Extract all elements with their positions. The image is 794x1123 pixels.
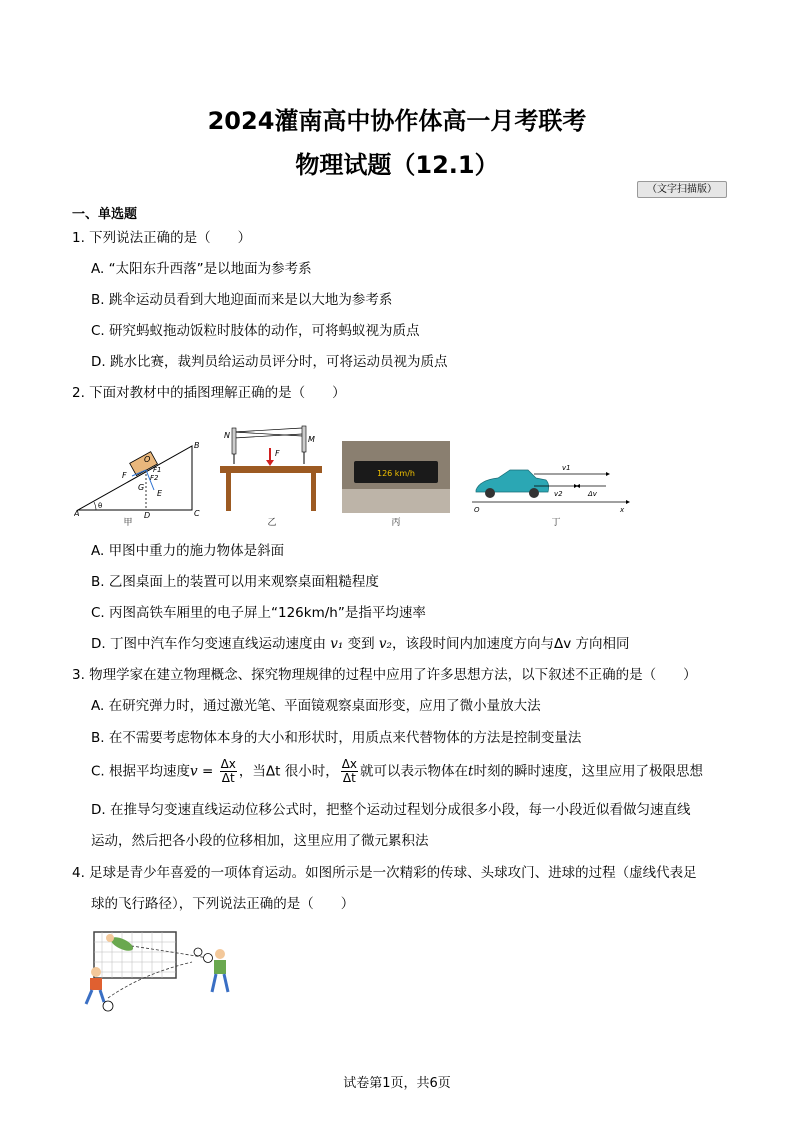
q3-option-d-line1: D. 在推导匀变速直线运动位移公式时，把整个运动过程划分成很多小段，每一小段近似看做匀速直线 (91, 802, 691, 818)
q2-option-c: C. 丙图高铁车厢里的电子屏上“126km/h”是指平均速率 (91, 605, 426, 621)
q2-option-a: A. 甲图中重力的施力物体是斜面 (91, 543, 285, 559)
label-v2: v2 (554, 490, 563, 498)
q2-option-d: D. 丁图中汽车作匀变速直线运动速度由 v₁ 变到 v₂，该段时间内加速度方向与Δv 方向相同 (91, 636, 630, 652)
screen-speed: 126 km/h (376, 469, 416, 478)
q1-option-a: A. “太阳东升西落”是以地面为参考系 (91, 261, 312, 277)
label-F2: F2 (150, 474, 159, 482)
label-O: O (144, 455, 151, 464)
page-title: 2024灌南高中协作体高一月考联考 (207, 107, 587, 135)
figure-soccer (72, 924, 244, 1016)
q2-stem: 2. 下面对教材中的插图理解正确的是（ ） (72, 385, 346, 401)
q3-option-b: B. 在不需要考虑物体本身的大小和形状时，用质点来代替物体的方法是控制变量法 (91, 730, 582, 746)
label-F-table: F (275, 449, 280, 458)
label-A: A (74, 509, 80, 518)
q3-option-c: C. 根据平均速度v = $\frac{\Delta x}{\Delta t}$ ，当Δt 很小时， $\frac{\Delta x}{\Delta t}$ 就可以表示物体在t时刻的瞬时速度，这里应用了极限思想 (91, 757, 703, 785)
label-F: F (122, 471, 127, 480)
caption-yi: 乙 (267, 518, 277, 528)
label-M: M (308, 435, 315, 444)
q2-option-b: B. 乙图桌面上的装置可以用来观察桌面粗糙程度 (91, 574, 379, 590)
label-v1: v1 (562, 464, 571, 472)
label-F1: F1 (153, 466, 162, 474)
label-E: E (157, 489, 163, 498)
q1-option-b: B. 跳伞运动员看到大地迎面而来是以大地为参考系 (91, 292, 393, 308)
q4-stem-line2: 球的飞行路径），下列说法正确的是（ ） (91, 896, 355, 912)
label-theta: θ (98, 502, 103, 510)
page-subtitle: 物理试题（12.1） (295, 151, 499, 179)
label-G: G (138, 483, 145, 492)
figure-table-mirrors (218, 424, 326, 516)
q3-option-d-line2: 运动，然后把各小段的位移相加，这里应用了微元累积法 (91, 833, 429, 849)
label-O-car: O (474, 506, 480, 514)
q1-option-c: C. 研究蚂蚁拖动饭粒时肢体的动作，可将蚂蚁视为质点 (91, 323, 420, 339)
caption-ding: 丁 (551, 518, 561, 528)
caption-bing: 丙 (391, 518, 401, 528)
figure-incline (74, 438, 204, 520)
label-B: B (194, 441, 200, 450)
q1-stem: 1. 下列说法正确的是（ ） (72, 230, 252, 246)
q1-option-d: D. 跳水比赛，裁判员给运动员评分时，可将运动员视为质点 (91, 354, 448, 370)
section-label: 一、单选题 (72, 207, 138, 222)
label-D: D (144, 511, 151, 520)
label-N: N (224, 431, 230, 440)
q3-option-a: A. 在研究弹力时，通过激光笔、平面镜观察桌面形变，应用了微小量放大法 (91, 698, 541, 714)
label-C: C (194, 509, 200, 518)
label-x: x (620, 506, 625, 514)
figure-train-screen (342, 441, 450, 513)
q3-stem: 3. 物理学家在建立物理概念、探究物理规律的过程中应用了许多思想方法，以下叙述不正确的是（ ） (72, 667, 697, 683)
figure-car-vectors (470, 456, 630, 516)
label-dv: Δv (588, 490, 597, 498)
scan-badge: （文字扫描版） (637, 181, 727, 198)
q4-stem-line1: 4. 足球是青少年喜爱的一项体育运动。如图所示是一次精彩的传球、头球攻门、进球的过程（虚线代表足 (72, 865, 697, 881)
page-footer: 试卷第1页，共6页 (343, 1076, 451, 1091)
caption-jia: 甲 (123, 518, 133, 528)
